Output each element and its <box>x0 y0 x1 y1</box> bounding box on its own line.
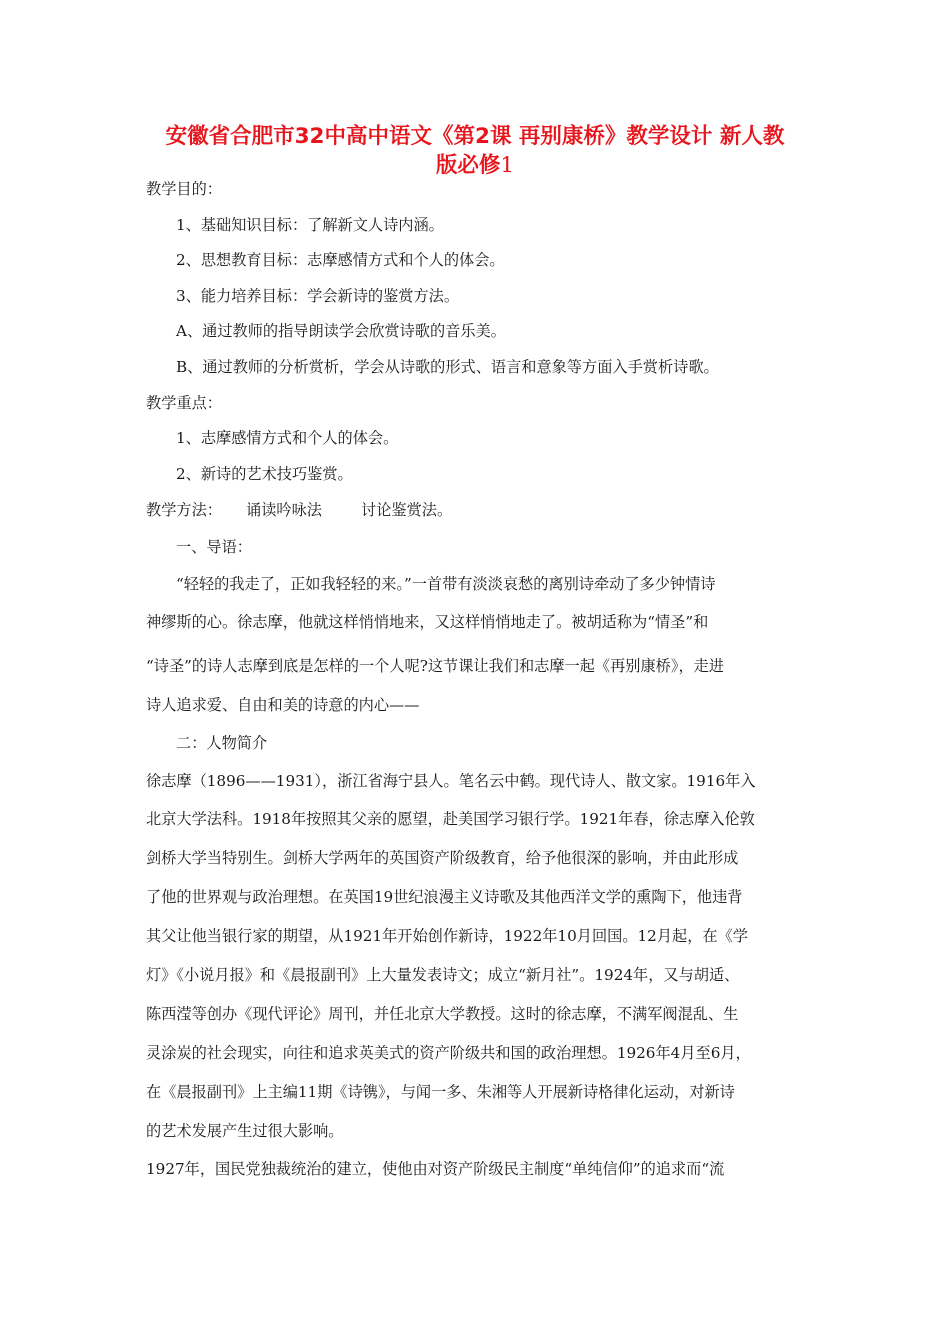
bio-line: 北京大学法科。1918年按照其父亲的愿望，赴美国学习银行学。1921年春，徐志摩入伦敦 <box>146 810 755 828</box>
objective-item: A、通过教师的指导朗读学会欣赏诗歌的音乐美。 <box>176 322 506 340</box>
intro-line: “诗圣”的诗人志摩到底是怎样的一个人呢?这节课让我们和志摩一起《再别康桥》，走进 <box>146 657 725 675</box>
objective-item: 1、基础知识目标：了解新文人诗内涵。 <box>176 216 444 234</box>
intro-line: 诗人追求爱、自由和美的诗意的内心—— <box>146 696 420 714</box>
method-item: 诵读吟咏法 <box>246 501 322 519</box>
document-title-line-1: 安徽省合肥市32中高中语文《第2课 再别康桥》教学设计 新人教 <box>165 124 785 149</box>
bio-line: 灯》《小说月报》和《晨报副刊》上大量发表诗文；成立“新月社”。1924年，又与胡适、 <box>146 966 740 984</box>
bio-line: 剑桥大学当特别生。剑桥大学两年的英国资产阶级教育，给予他很深的影响，并由此形成 <box>146 849 739 867</box>
methods-label: 教学方法： <box>146 501 222 519</box>
bio-heading: 二：人物简介 <box>176 734 268 752</box>
bio-line: 1927年，国民党独裁统治的建立，使他由对资产阶级民主制度“单纯信仰”的追求而“流 <box>146 1160 725 1178</box>
objective-item: B、通过教师的分析赏析，学会从诗歌的形式、语言和意象等方面入手赏析诗歌。 <box>176 358 719 376</box>
bio-line: 的艺术发展产生过很大影响。 <box>146 1122 344 1140</box>
bio-line: 灵涂炭的社会现实，向往和追求英美式的资产阶级共和国的政治理想。1926年4月至6月， <box>146 1044 751 1062</box>
bio-line: 陈西滢等创办《现代评论》周刊，并任北京大学教授。这时的徐志摩，不满军阀混乱、生 <box>146 1005 739 1023</box>
key-points-heading: 教学重点： <box>146 394 222 412</box>
key-point-item: 1、志摩感情方式和个人的体会。 <box>176 429 399 447</box>
title-line-2-suffix: 1 <box>500 153 515 178</box>
title-line-2-text: 版必修 <box>435 153 501 178</box>
objective-item: 3、能力培养目标：学会新诗的鉴赏方法。 <box>176 287 460 305</box>
bio-line: 徐志摩（1896——1931），浙江省海宁县人。笔名云中鹤。现代诗人、散文家。1916年入 <box>146 772 756 790</box>
intro-heading: 一、导语： <box>176 538 252 556</box>
key-point-item: 2、新诗的艺术技巧鉴赏。 <box>176 465 353 483</box>
bio-line: 其父让他当银行家的期望，从1921年开始创作新诗，1922年10月回国。12月起，在《学 <box>146 927 748 945</box>
bio-line: 了他的世界观与政治理想。在英国19世纪浪漫主义诗歌及其他西洋文学的熏陶下，他违背 <box>146 888 743 906</box>
document-title-line-2 <box>130 151 820 181</box>
objective-item: 2、思想教育目标：志摩感情方式和个人的体会。 <box>176 251 505 269</box>
bio-line: 在《晨报副刊》上主编11期《诗镌》，与闻一多、朱湘等人开展新诗格律化运动，对新诗 <box>146 1083 735 1101</box>
intro-line: “轻轻的我走了，正如我轻轻的来。”一首带有淡淡哀愁的离别诗牵动了多少钟情诗 <box>176 575 716 593</box>
intro-line: 神缪斯的心。徐志摩，他就这样悄悄地来，又这样悄悄地走了。被胡适称为“情圣”和 <box>146 613 709 631</box>
objectives-heading: 教学目的： <box>146 180 222 198</box>
method-item: 讨论鉴赏法。 <box>361 501 453 519</box>
